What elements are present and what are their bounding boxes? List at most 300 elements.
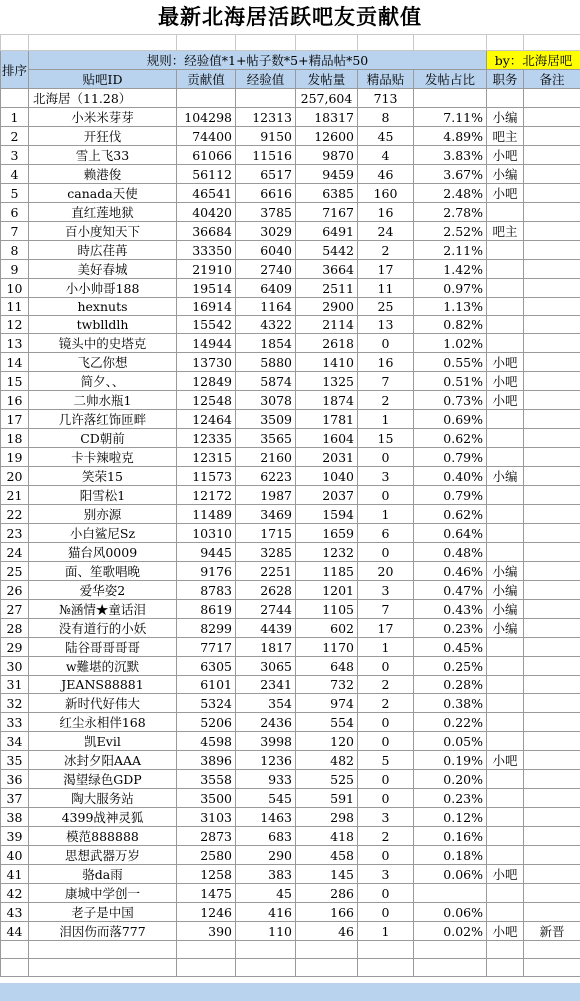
experience-cell: 4322 bbox=[236, 316, 296, 334]
share-cell: 2.78% bbox=[414, 203, 487, 222]
user-id-cell: 红尘永相伴168 bbox=[29, 713, 177, 732]
rank-cell: 21 bbox=[1, 486, 29, 505]
note-cell bbox=[524, 448, 580, 467]
posts-cell: 46 bbox=[296, 922, 358, 941]
share-cell: 0.79% bbox=[414, 448, 487, 467]
role-cell: 小编 bbox=[487, 562, 524, 581]
experience-cell: 3029 bbox=[236, 222, 296, 241]
posts-cell: 1594 bbox=[296, 505, 358, 524]
note-cell bbox=[524, 713, 580, 732]
posts-cell: 525 bbox=[296, 770, 358, 789]
table-row bbox=[1, 146, 580, 165]
role-cell: 小吧 bbox=[487, 922, 524, 941]
featured-cell: 17 bbox=[358, 260, 414, 279]
share-cell: 0.22% bbox=[414, 713, 487, 732]
posts-cell: 1185 bbox=[296, 562, 358, 581]
table-row bbox=[1, 713, 580, 732]
posts-cell: 648 bbox=[296, 657, 358, 676]
role-cell bbox=[487, 808, 524, 827]
featured-cell: 0 bbox=[358, 334, 414, 353]
table-row bbox=[1, 789, 580, 808]
summary-posts: 257,604 bbox=[296, 89, 358, 108]
contribution-cell: 10310 bbox=[177, 524, 236, 543]
posts-cell: 9459 bbox=[296, 165, 358, 184]
rank-cell: 30 bbox=[1, 657, 29, 676]
experience-cell: 3565 bbox=[236, 429, 296, 448]
header-featured: 精品贴 bbox=[358, 70, 414, 89]
role-cell bbox=[487, 884, 524, 903]
experience-cell: 12313 bbox=[236, 108, 296, 127]
contribution-cell: 3558 bbox=[177, 770, 236, 789]
table-row bbox=[1, 846, 580, 865]
experience-cell: 2251 bbox=[236, 562, 296, 581]
contribution-cell: 13730 bbox=[177, 353, 236, 372]
role-cell bbox=[487, 846, 524, 865]
rank-cell: 35 bbox=[1, 751, 29, 770]
share-cell: 0.06% bbox=[414, 865, 487, 884]
rank-cell: 14 bbox=[1, 353, 29, 372]
share-cell: 0.18% bbox=[414, 846, 487, 865]
featured-cell: 0 bbox=[358, 884, 414, 903]
share-cell: 0.02% bbox=[414, 922, 487, 941]
user-id-cell: 爱华姿2 bbox=[29, 581, 177, 600]
posts-cell: 286 bbox=[296, 884, 358, 903]
featured-cell: 20 bbox=[358, 562, 414, 581]
rank-cell: 41 bbox=[1, 865, 29, 884]
note-cell bbox=[524, 391, 580, 410]
role-cell: 小吧 bbox=[487, 146, 524, 165]
role-cell bbox=[487, 334, 524, 353]
share-cell: 2.52% bbox=[414, 222, 487, 241]
user-id-cell: hexnuts bbox=[29, 298, 177, 316]
footer-band bbox=[0, 983, 580, 1001]
empty-row bbox=[1, 941, 580, 959]
experience-cell: 6616 bbox=[236, 184, 296, 203]
contribution-cell: 9445 bbox=[177, 543, 236, 562]
contribution-cell: 56112 bbox=[177, 165, 236, 184]
note-cell bbox=[524, 619, 580, 638]
rank-cell: 12 bbox=[1, 316, 29, 334]
table-row bbox=[1, 260, 580, 279]
share-cell: 0.25% bbox=[414, 657, 487, 676]
note-cell bbox=[524, 770, 580, 789]
rank-cell: 37 bbox=[1, 789, 29, 808]
contribution-cell: 4598 bbox=[177, 732, 236, 751]
role-cell: 小编 bbox=[487, 619, 524, 638]
role-cell bbox=[487, 429, 524, 448]
featured-cell: 17 bbox=[358, 619, 414, 638]
posts-cell: 145 bbox=[296, 865, 358, 884]
user-id-cell: 小米米芽芽 bbox=[29, 108, 177, 127]
rank-cell: 13 bbox=[1, 334, 29, 353]
contribution-cell: 8619 bbox=[177, 600, 236, 619]
posts-cell: 2511 bbox=[296, 279, 358, 298]
featured-cell: 3 bbox=[358, 865, 414, 884]
posts-cell: 6491 bbox=[296, 222, 358, 241]
role-cell: 小吧 bbox=[487, 184, 524, 203]
note-cell bbox=[524, 241, 580, 260]
table-row bbox=[1, 543, 580, 562]
note-cell bbox=[524, 846, 580, 865]
note-cell bbox=[524, 203, 580, 222]
contribution-cell: 6305 bbox=[177, 657, 236, 676]
note-cell bbox=[524, 865, 580, 884]
role-cell bbox=[487, 657, 524, 676]
posts-cell: 1604 bbox=[296, 429, 358, 448]
note-cell bbox=[524, 657, 580, 676]
rank-cell: 10 bbox=[1, 279, 29, 298]
contribution-table bbox=[0, 34, 580, 977]
user-id-cell: 骆da雨 bbox=[29, 865, 177, 884]
note-cell bbox=[524, 808, 580, 827]
role-cell bbox=[487, 448, 524, 467]
share-cell: 1.42% bbox=[414, 260, 487, 279]
table-row bbox=[1, 391, 580, 410]
experience-cell: 3078 bbox=[236, 391, 296, 410]
rank-cell: 38 bbox=[1, 808, 29, 827]
posts-cell: 1325 bbox=[296, 372, 358, 391]
table-row bbox=[1, 694, 580, 713]
table-row bbox=[1, 922, 580, 941]
experience-cell: 2628 bbox=[236, 581, 296, 600]
table-row bbox=[1, 203, 580, 222]
role-cell: 小吧 bbox=[487, 391, 524, 410]
user-id-cell: 二帅水瓶1 bbox=[29, 391, 177, 410]
experience-cell: 1463 bbox=[236, 808, 296, 827]
posts-cell: 2900 bbox=[296, 298, 358, 316]
experience-cell: 6409 bbox=[236, 279, 296, 298]
user-id-cell: 模范888888 bbox=[29, 827, 177, 846]
contribution-cell: 390 bbox=[177, 922, 236, 941]
contribution-cell: 21910 bbox=[177, 260, 236, 279]
user-id-cell: 新时代好伟大 bbox=[29, 694, 177, 713]
posts-cell: 1874 bbox=[296, 391, 358, 410]
posts-cell: 1105 bbox=[296, 600, 358, 619]
rank-cell: 22 bbox=[1, 505, 29, 524]
share-cell: 0.51% bbox=[414, 372, 487, 391]
rank-cell: 16 bbox=[1, 391, 29, 410]
contribution-cell: 15542 bbox=[177, 316, 236, 334]
header-posts: 发帖量 bbox=[296, 70, 358, 89]
role-cell: 小编 bbox=[487, 467, 524, 486]
experience-cell: 110 bbox=[236, 922, 296, 941]
posts-cell: 3664 bbox=[296, 260, 358, 279]
featured-cell: 16 bbox=[358, 353, 414, 372]
share-cell: 0.23% bbox=[414, 789, 487, 808]
featured-cell: 3 bbox=[358, 808, 414, 827]
role-cell: 吧主 bbox=[487, 127, 524, 146]
featured-cell: 5 bbox=[358, 751, 414, 770]
posts-cell: 12600 bbox=[296, 127, 358, 146]
table-row bbox=[1, 751, 580, 770]
rank-cell: 11 bbox=[1, 298, 29, 316]
experience-cell: 354 bbox=[236, 694, 296, 713]
featured-cell: 0 bbox=[358, 789, 414, 808]
user-id-cell: 渴望绿色GDP bbox=[29, 770, 177, 789]
user-id-cell: 飞乙你想 bbox=[29, 353, 177, 372]
contribution-cell: 2580 bbox=[177, 846, 236, 865]
table-row bbox=[1, 410, 580, 429]
experience-cell: 416 bbox=[236, 903, 296, 922]
user-id-cell: 小白鲨尼Sz bbox=[29, 524, 177, 543]
contribution-cell: 36684 bbox=[177, 222, 236, 241]
role-cell bbox=[487, 543, 524, 562]
posts-cell: 591 bbox=[296, 789, 358, 808]
featured-cell: 0 bbox=[358, 713, 414, 732]
contribution-cell: 104298 bbox=[177, 108, 236, 127]
rank-cell: 1 bbox=[1, 108, 29, 127]
experience-cell: 3065 bbox=[236, 657, 296, 676]
summary-label: 北海居（11.28） bbox=[29, 89, 177, 108]
table-row bbox=[1, 108, 580, 127]
contribution-cell: 3103 bbox=[177, 808, 236, 827]
role-cell bbox=[487, 903, 524, 922]
share-cell: 2.11% bbox=[414, 241, 487, 260]
contribution-cell: 12335 bbox=[177, 429, 236, 448]
rank-cell: 15 bbox=[1, 372, 29, 391]
rank-cell: 40 bbox=[1, 846, 29, 865]
featured-cell: 1 bbox=[358, 505, 414, 524]
contribution-cell: 12172 bbox=[177, 486, 236, 505]
role-cell bbox=[487, 524, 524, 543]
share-cell: 0.73% bbox=[414, 391, 487, 410]
user-id-cell: 凯Evil bbox=[29, 732, 177, 751]
user-id-cell: 陆谷哥哥哥哥 bbox=[29, 638, 177, 657]
note-cell bbox=[524, 884, 580, 903]
note-cell bbox=[524, 543, 580, 562]
role-cell: 吧主 bbox=[487, 222, 524, 241]
rank-cell: 19 bbox=[1, 448, 29, 467]
featured-cell: 1 bbox=[358, 922, 414, 941]
table-row bbox=[1, 184, 580, 203]
rank-cell: 34 bbox=[1, 732, 29, 751]
featured-cell: 0 bbox=[358, 732, 414, 751]
contribution-cell: 3896 bbox=[177, 751, 236, 770]
share-cell: 0.55% bbox=[414, 353, 487, 372]
role-cell bbox=[487, 638, 524, 657]
note-cell bbox=[524, 732, 580, 751]
share-cell: 0.06% bbox=[414, 903, 487, 922]
table-row bbox=[1, 562, 580, 581]
share-cell: 2.48% bbox=[414, 184, 487, 203]
contribution-cell: 12548 bbox=[177, 391, 236, 410]
rank-cell: 18 bbox=[1, 429, 29, 448]
posts-cell: 1781 bbox=[296, 410, 358, 429]
share-cell: 0.16% bbox=[414, 827, 487, 846]
contribution-cell: 11489 bbox=[177, 505, 236, 524]
share-cell: 0.38% bbox=[414, 694, 487, 713]
experience-cell: 6040 bbox=[236, 241, 296, 260]
posts-cell: 418 bbox=[296, 827, 358, 846]
summary-row bbox=[1, 89, 580, 108]
role-cell bbox=[487, 505, 524, 524]
rank-cell: 31 bbox=[1, 676, 29, 694]
posts-cell: 166 bbox=[296, 903, 358, 922]
share-cell: 0.79% bbox=[414, 486, 487, 505]
experience-cell: 6517 bbox=[236, 165, 296, 184]
featured-cell: 24 bbox=[358, 222, 414, 241]
share-cell: 3.83% bbox=[414, 146, 487, 165]
note-cell bbox=[524, 184, 580, 203]
experience-cell: 9150 bbox=[236, 127, 296, 146]
posts-cell: 18317 bbox=[296, 108, 358, 127]
table-row bbox=[1, 372, 580, 391]
posts-cell: 602 bbox=[296, 619, 358, 638]
user-id-cell: №涵情★童话泪 bbox=[29, 600, 177, 619]
experience-cell: 1987 bbox=[236, 486, 296, 505]
rules-row bbox=[1, 51, 580, 70]
note-cell bbox=[524, 789, 580, 808]
table-row bbox=[1, 467, 580, 486]
empty-row bbox=[1, 959, 580, 977]
share-cell: 3.67% bbox=[414, 165, 487, 184]
table-row bbox=[1, 222, 580, 241]
featured-cell: 0 bbox=[358, 846, 414, 865]
experience-cell: 383 bbox=[236, 865, 296, 884]
table-row bbox=[1, 316, 580, 334]
contribution-cell: 2873 bbox=[177, 827, 236, 846]
user-id-cell: 面、笙歌唱晚 bbox=[29, 562, 177, 581]
table-row bbox=[1, 429, 580, 448]
note-cell bbox=[524, 638, 580, 657]
share-cell: 0.69% bbox=[414, 410, 487, 429]
experience-cell: 1236 bbox=[236, 751, 296, 770]
table-row bbox=[1, 827, 580, 846]
experience-cell: 1817 bbox=[236, 638, 296, 657]
rank-cell: 27 bbox=[1, 600, 29, 619]
user-id-cell: 赖港俊 bbox=[29, 165, 177, 184]
contribution-cell: 9176 bbox=[177, 562, 236, 581]
rank-cell: 39 bbox=[1, 827, 29, 846]
featured-cell: 0 bbox=[358, 657, 414, 676]
share-cell: 0.20% bbox=[414, 770, 487, 789]
table-row bbox=[1, 638, 580, 657]
featured-cell: 0 bbox=[358, 903, 414, 922]
role-cell bbox=[487, 713, 524, 732]
user-id-cell: 别亦源 bbox=[29, 505, 177, 524]
featured-cell: 11 bbox=[358, 279, 414, 298]
contribution-cell: 3500 bbox=[177, 789, 236, 808]
header-id: 贴吧ID bbox=[29, 70, 177, 89]
featured-cell: 0 bbox=[358, 448, 414, 467]
user-id-cell: JEANS88881 bbox=[29, 676, 177, 694]
table-row bbox=[1, 524, 580, 543]
posts-cell: 458 bbox=[296, 846, 358, 865]
user-id-cell: 猫台风0009 bbox=[29, 543, 177, 562]
table-row bbox=[1, 298, 580, 316]
note-cell bbox=[524, 827, 580, 846]
rank-cell: 8 bbox=[1, 241, 29, 260]
user-id-cell: 雪上飞33 bbox=[29, 146, 177, 165]
user-id-cell: 卡卡辣啦克 bbox=[29, 448, 177, 467]
rank-cell: 26 bbox=[1, 581, 29, 600]
table-row bbox=[1, 808, 580, 827]
rank-cell: 20 bbox=[1, 467, 29, 486]
posts-cell: 482 bbox=[296, 751, 358, 770]
table-row bbox=[1, 619, 580, 638]
posts-cell: 1410 bbox=[296, 353, 358, 372]
role-cell bbox=[487, 279, 524, 298]
contribution-cell: 7717 bbox=[177, 638, 236, 657]
user-id-cell: 美好春城 bbox=[29, 260, 177, 279]
posts-cell: 2618 bbox=[296, 334, 358, 353]
user-id-cell: 時広荏苒 bbox=[29, 241, 177, 260]
share-cell: 0.62% bbox=[414, 429, 487, 448]
contribution-cell: 8299 bbox=[177, 619, 236, 638]
featured-cell: 2 bbox=[358, 391, 414, 410]
user-id-cell: 4399战神灵狐 bbox=[29, 808, 177, 827]
contribution-cell: 1475 bbox=[177, 884, 236, 903]
featured-cell: 0 bbox=[358, 486, 414, 505]
note-cell bbox=[524, 410, 580, 429]
role-cell bbox=[487, 789, 524, 808]
featured-cell: 13 bbox=[358, 316, 414, 334]
rank-cell: 28 bbox=[1, 619, 29, 638]
rank-cell: 43 bbox=[1, 903, 29, 922]
posts-cell: 298 bbox=[296, 808, 358, 827]
featured-cell: 0 bbox=[358, 770, 414, 789]
rank-cell: 2 bbox=[1, 127, 29, 146]
user-id-cell: 镜头中的史塔克 bbox=[29, 334, 177, 353]
experience-cell: 290 bbox=[236, 846, 296, 865]
featured-cell: 0 bbox=[358, 543, 414, 562]
rank-cell: 3 bbox=[1, 146, 29, 165]
featured-cell: 1 bbox=[358, 410, 414, 429]
experience-cell: 4439 bbox=[236, 619, 296, 638]
note-cell bbox=[524, 316, 580, 334]
role-cell bbox=[487, 203, 524, 222]
contribution-cell: 61066 bbox=[177, 146, 236, 165]
experience-cell: 1164 bbox=[236, 298, 296, 316]
contribution-cell: 12464 bbox=[177, 410, 236, 429]
rank-cell: 29 bbox=[1, 638, 29, 657]
featured-cell: 8 bbox=[358, 108, 414, 127]
rank-cell: 24 bbox=[1, 543, 29, 562]
contribution-cell: 5206 bbox=[177, 713, 236, 732]
experience-cell: 545 bbox=[236, 789, 296, 808]
user-id-cell: 没有道行的小妖 bbox=[29, 619, 177, 638]
role-cell: 小编 bbox=[487, 165, 524, 184]
role-cell bbox=[487, 732, 524, 751]
rank-cell: 23 bbox=[1, 524, 29, 543]
rank-cell: 36 bbox=[1, 770, 29, 789]
experience-cell: 5880 bbox=[236, 353, 296, 372]
note-cell bbox=[524, 505, 580, 524]
featured-cell: 7 bbox=[358, 372, 414, 391]
table-row bbox=[1, 581, 580, 600]
posts-cell: 1659 bbox=[296, 524, 358, 543]
share-cell bbox=[414, 884, 487, 903]
table-row bbox=[1, 770, 580, 789]
table-row bbox=[1, 600, 580, 619]
note-cell bbox=[524, 524, 580, 543]
share-cell: 4.89% bbox=[414, 127, 487, 146]
contribution-cell: 33350 bbox=[177, 241, 236, 260]
user-id-cell: 开狂伐 bbox=[29, 127, 177, 146]
share-cell: 0.23% bbox=[414, 619, 487, 638]
role-cell: 小吧 bbox=[487, 865, 524, 884]
contribution-cell: 74400 bbox=[177, 127, 236, 146]
experience-cell: 933 bbox=[236, 770, 296, 789]
posts-cell: 974 bbox=[296, 694, 358, 713]
share-cell: 7.11% bbox=[414, 108, 487, 127]
role-cell bbox=[487, 298, 524, 316]
header-row bbox=[1, 70, 580, 89]
role-cell: 小编 bbox=[487, 600, 524, 619]
user-id-cell: CD朝前 bbox=[29, 429, 177, 448]
table-row bbox=[1, 279, 580, 298]
user-id-cell: 笑荣15 bbox=[29, 467, 177, 486]
